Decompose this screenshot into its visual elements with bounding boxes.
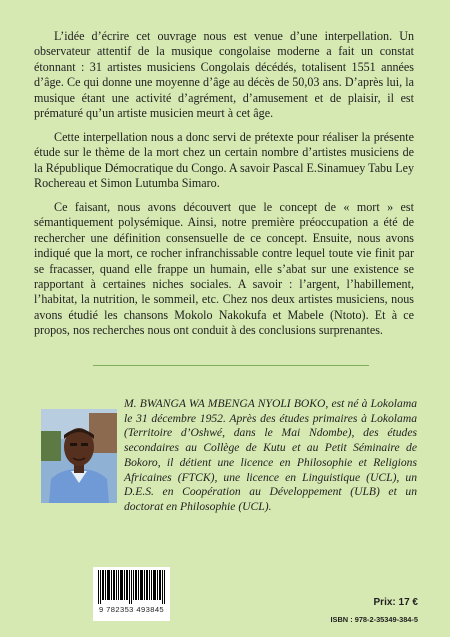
paragraph-findings: Ce faisant, nous avons découvert que le concept de « mort » est sémantiquement polysémique. Ainsi, notre première préoccupation a été de rechercher une définition consensuelle de ce concept. Ensuite, nous avons indiqué que la mort, ce rocher infranchissable contre lequel toute vie finit par se fracasser, quand elle frappe un humain, elle s’abat sur une existence se rapportant à certaines niches sociales. A savoir : l’argent, l’habillement, l’habitat, la nutrition, le sommeil, etc. Chez nos deux artistes musiciens, nous avons étudié les chansons Mokolo Nakokufa et Mabele (Ntoto). Et à ce propos, nos recherches nous ont conduit à des conclusions surprenantes. (34, 200, 414, 338)
author-photo (41, 409, 117, 503)
paragraph-intro: L’idée d’écrire cet ouvrage nous est venue d’une interpellation. Un observateur attentif de la musique congolaise moderne a fait un constat étonnant : 31 artistes musiciens Congolais décédés, totalisent 1551 années d’âge. Ce qui donne une moyenne d’âge au décès de 50,03 ans. D’après lui, la musique étant une activité d’agrément, d’amusement et de plaisir, il est prématuré qu’un artiste musicien meurt à cet âge. (34, 29, 414, 121)
barcode-number: 9 782353 493845 (98, 605, 165, 614)
isbn-label: ISBN : 978-2-35349-384-5 (330, 615, 418, 624)
price-label: Prix: 17 € (373, 597, 418, 608)
isbn-barcode (93, 567, 170, 621)
divider-line (93, 365, 369, 366)
barcode-bars (98, 570, 165, 604)
author-biography: M. BWANGA WA MBENGA NYOLI BOKO, est né à Lokolama le 31 décembre 1952. Après des études primaires à Lokolama (Territoire d’Oshwé, dans le Mai Ndombe), des études secondaires au Collège de Kutu et au Petit Séminaire de Bokoro, il détient une licence en Philosophie et Religions Africaines (FTCK), une licence en Linguistique (UCL), un D.E.S. en Coopération au Développement (ULB) et un doctorat en Philosophie (UCL). (124, 397, 417, 513)
paragraph-study: Cette interpellation nous a donc servi de prétexte pour réaliser la présente étude sur le thème de la mort chez un certain nombre d’artistes musiciens de la République Démocratique du Congo. A savoir Pascal E.Sinamuey Tabu Ley Rochereau et Simon Lutumba Simaro. (34, 130, 414, 191)
